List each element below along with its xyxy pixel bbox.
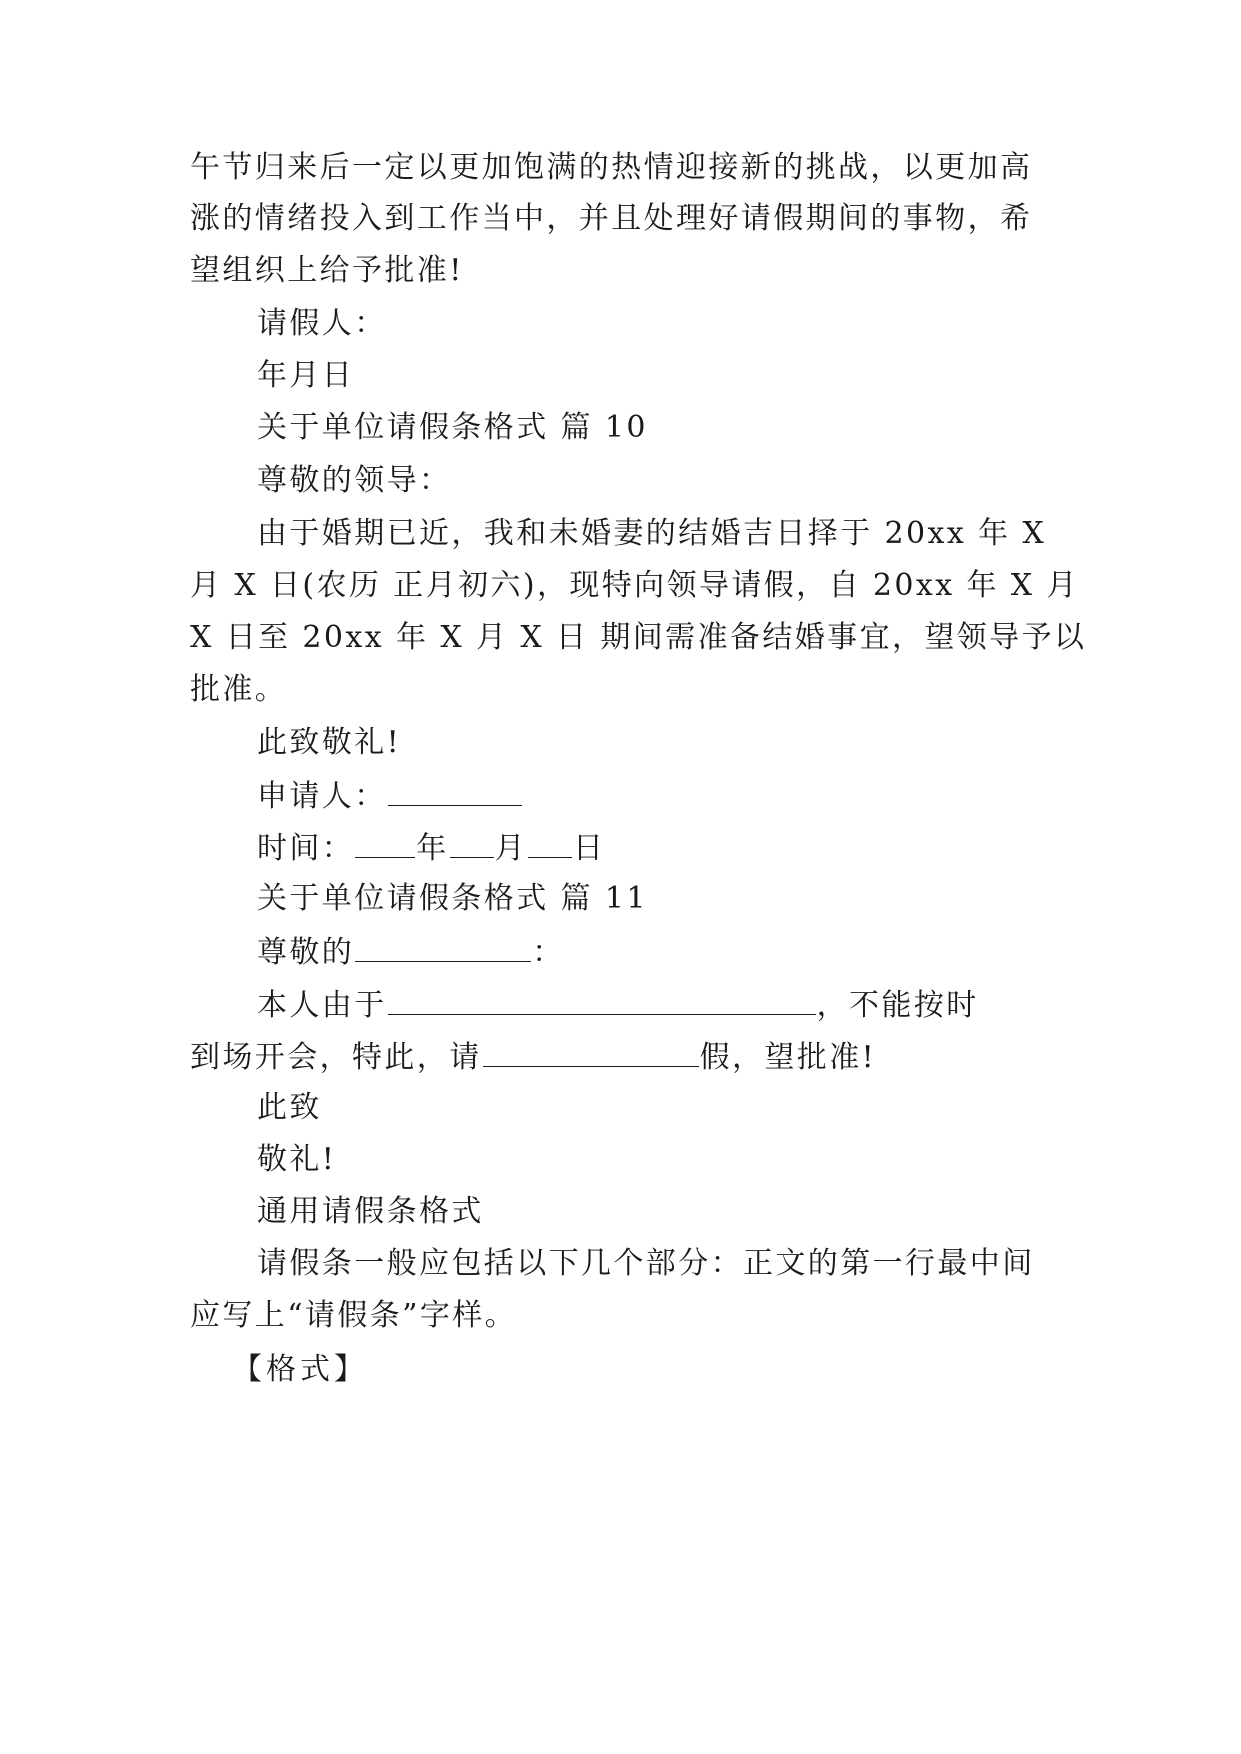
- leave-type-blank: [483, 1036, 699, 1067]
- format-heading: 【格式】: [232, 1352, 368, 1387]
- time-row: [257, 827, 1127, 869]
- requester-label: 请假人：: [257, 306, 387, 341]
- paragraph-line: 由于婚期已近，我和未婚妻的结婚吉日择于 20xx 年 X: [257, 516, 1047, 551]
- salutation-row: [257, 931, 1127, 973]
- paragraph-line: 请假条一般应包括以下几个部分：正文的第一行最中间: [257, 1246, 1035, 1281]
- reason-suffix: ，不能按时: [816, 988, 979, 1023]
- paragraph-line: 月 X 日(农历 正月初六)，现特向领导请假，自 20xx 年 X 月: [190, 568, 1079, 603]
- day-blank: [528, 827, 572, 858]
- recipient-blank: [355, 931, 531, 962]
- request-suffix: 假，望批准!: [699, 1040, 877, 1075]
- month-blank: [450, 827, 494, 858]
- reason-row: [257, 984, 1127, 1026]
- request-row: [190, 1036, 1060, 1078]
- month-label: 月: [494, 831, 528, 866]
- applicant-blank: [388, 775, 522, 806]
- closing-regards: 此致敬礼!: [257, 725, 402, 760]
- paragraph-line: 望组织上给予批准!: [190, 253, 464, 288]
- request-prefix: 到场开会，特此，请: [190, 1040, 482, 1075]
- closing-line: 此致: [257, 1090, 322, 1125]
- applicant-row: [257, 775, 1127, 817]
- salutation: 尊敬的领导：: [257, 463, 452, 498]
- paragraph-line: 午节归来后一定以更加饱满的热情迎接新的挑战，以更加高: [190, 150, 1033, 185]
- time-label: 时间：: [257, 831, 355, 866]
- year-blank: [355, 827, 415, 858]
- paragraph-line: 应写上“请假条”字样。: [190, 1298, 518, 1333]
- paragraph-line: 批准。: [190, 672, 288, 707]
- reason-blank: [388, 984, 816, 1015]
- section-heading: 通用请假条格式: [257, 1194, 484, 1229]
- applicant-label: 申请人：: [257, 779, 387, 814]
- salutation-suffix: ：: [532, 935, 565, 970]
- day-label: 日: [573, 831, 606, 866]
- closing-line: 敬礼!: [257, 1142, 337, 1177]
- year-label: 年: [416, 831, 449, 866]
- section-heading: 关于单位请假条格式 篇 10: [257, 410, 648, 445]
- paragraph-line: X 日至 20xx 年 X 月 X 日 期间需准备结婚事宜，望领导予以: [190, 620, 1087, 655]
- salutation-prefix: 尊敬的: [257, 935, 355, 970]
- paragraph-line: 涨的情绪投入到工作当中，并且处理好请假期间的事物，希: [190, 201, 1033, 236]
- section-heading: 关于单位请假条格式 篇 11: [257, 881, 648, 916]
- date-label: 年月日: [257, 358, 355, 393]
- reason-prefix: 本人由于: [257, 988, 387, 1023]
